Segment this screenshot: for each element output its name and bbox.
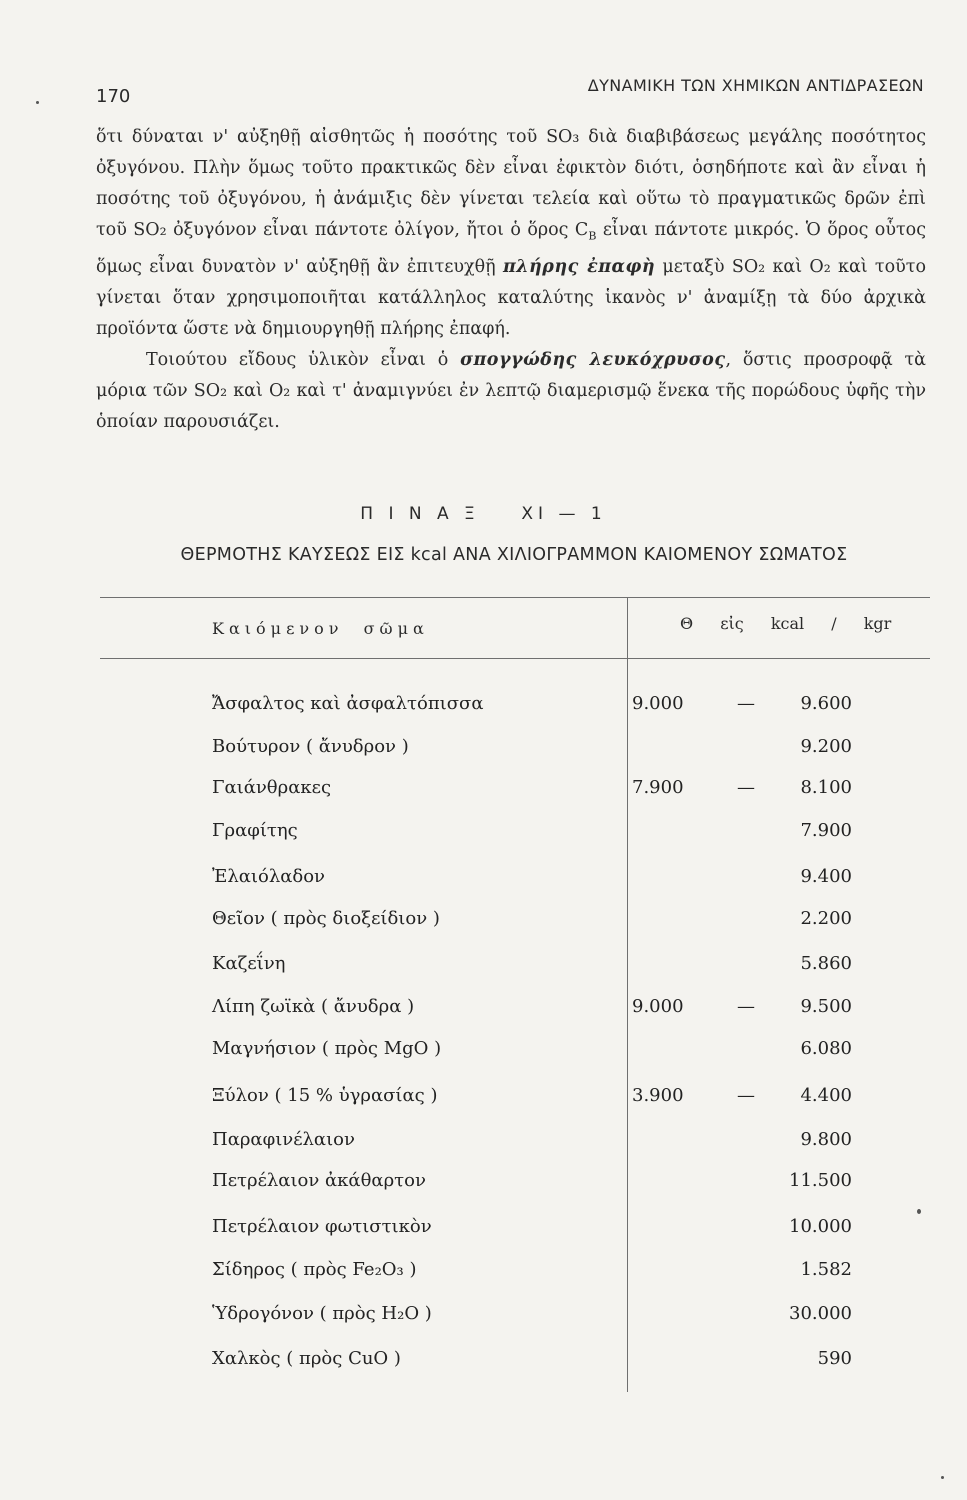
substance-name: Μαγνήσιον ( πρὸς MgO ) (212, 1038, 442, 1059)
substance-name: Ἄσφαλτος καὶ ἀσφαλτόπισσα (212, 693, 484, 714)
table-row (212, 736, 852, 764)
range-dash: — (737, 693, 755, 714)
table-top-rule (100, 597, 930, 598)
heat-value: 1.582 (800, 1259, 852, 1280)
substance-name: Χαλκὸς ( πρὸς CuO ) (212, 1348, 401, 1369)
substance-name: Ἐλαιόλαδον (212, 866, 325, 887)
range-dash: — (737, 996, 755, 1017)
substance-name: Ὑδρογόνον ( πρὸς H₂O ) (212, 1303, 432, 1324)
table-label: Π Ι Ν Α Ξ XI — 1 (360, 504, 607, 524)
print-speck (917, 1209, 921, 1214)
table-row (212, 1303, 852, 1331)
substance-name: Βούτυρον ( ἄνυδρον ) (212, 736, 409, 757)
heat-value: 7.900 (800, 820, 852, 841)
substance-name: Σίδηρος ( πρὸς Fe₂O₃ ) (212, 1259, 417, 1280)
table-row (212, 693, 852, 721)
table-row (212, 820, 852, 848)
substance-name: Θεῖον ( πρὸς διοξείδιον ) (212, 908, 440, 929)
substance-name: Γαιάνθρακες (212, 777, 332, 798)
p1-emphasis: πλήρης ἐπαφὴ (502, 256, 656, 277)
heat-value: 6.080 (800, 1038, 852, 1059)
heat-value-low: 9.000 (632, 996, 684, 1017)
table-row (212, 1170, 852, 1198)
heat-value: 9.400 (800, 866, 852, 887)
heat-value-low: 9.000 (632, 693, 684, 714)
substance-name: Παραφινέλαιον (212, 1129, 355, 1150)
substance-name: Καζεΐνη (212, 953, 286, 974)
table-row (212, 996, 852, 1024)
print-speck (941, 1476, 944, 1479)
page-number: 170 (96, 86, 131, 107)
heat-value: 30.000 (789, 1303, 852, 1324)
heat-value: 9.800 (800, 1129, 852, 1150)
print-speck (36, 101, 39, 104)
table-row (212, 1259, 852, 1287)
table-row (212, 1216, 852, 1244)
table-row (212, 908, 852, 936)
heat-value-high: 8.100 (800, 777, 852, 798)
column-header-substance: Καιόμενον σῶμα (212, 619, 429, 638)
heat-value-high: 9.500 (800, 996, 852, 1017)
range-dash: — (737, 777, 755, 798)
p2-text-2: , ὅστις προσροφᾷ τὰ μόρια τῶν SO₂ καὶ O₂ καὶ τ' ἀναμιγνύει ἐν λεπτῷ διαμερισμῷ ἕνεκα τῆς πορώδους ὑφῆς τὴν ὁποίαν παρουσιάζει. (96, 349, 926, 432)
column-header-heat: Θ εἰς kcal / kgr (680, 614, 892, 633)
heat-value: 11.500 (789, 1170, 852, 1191)
range-dash: — (737, 1085, 755, 1106)
p1-subscript: B (588, 229, 597, 243)
table-header-rule (100, 658, 930, 659)
substance-name: Λίπη ζωϊκὰ ( ἄνυδρα ) (212, 996, 415, 1017)
heat-value-low: 7.900 (632, 777, 684, 798)
table-row (212, 1085, 852, 1113)
heat-value: 590 (817, 1348, 852, 1369)
substance-name: Γραφίτης (212, 820, 298, 841)
heat-value: 2.200 (800, 908, 852, 929)
table-row (212, 1348, 852, 1376)
table-row (212, 953, 852, 981)
substance-name: Ξύλον ( 15 % ὑγρασίας ) (212, 1085, 438, 1106)
table-row (212, 1129, 852, 1157)
heat-value-low: 3.900 (632, 1085, 684, 1106)
p1-text-1: ὅτι δύναται ν' αὐξηθῇ αἰσθητῶς ἡ ποσότης τοῦ SO₃ διὰ διαβιβάσεως μεγάλης ποσότητος ὀξυγόνου. Πλὴν ὅμως τοῦτο πρακτικῶς δὲν εἶναι ἐφικτὸν διότι, ὁσηδήποτε καὶ ἂν εἶναι ἡ ποσότης τοῦ ὀξυγόνου, ἡ ἀνάμιξις δὲν γίνεται τελεία καὶ οὕτω τὸ πραγματικῶς δρῶν ἐπὶ τοῦ SO₂ ὀξυγόνον εἶναι πάντοτε ὀλίγον, ἤτοι ὁ ὅρος C (96, 127, 926, 240)
substance-name: Πετρέλαιον ἀκάθαρτον (212, 1170, 426, 1191)
p2-emphasis: σπογγώδης λευκόχρυσος (460, 349, 726, 370)
body-text (96, 122, 926, 438)
heat-value-high: 9.600 (800, 693, 852, 714)
heat-value: 9.200 (800, 736, 852, 757)
table-title: ΘΕΡΜΟΤΗΣ ΚΑΥΣΕΩΣ ΕΙΣ kcal ΑΝΑ ΧΙΛΙΟΓΡΑΜΜΟΝ ΚΑΙΟΜΕΝΟΥ ΣΩΜΑΤΟΣ (180, 545, 848, 565)
heat-value-high: 4.400 (800, 1085, 852, 1106)
table-row (212, 866, 852, 894)
paragraph-1 (96, 122, 926, 345)
p2-text-1: Τοιούτου εἴδους ὑλικὸν εἶναι ὁ (146, 349, 461, 370)
running-title: ΔΥΝΑΜΙΚΗ ΤΩΝ ΧΗΜΙΚΩΝ ΑΝΤΙΔΡΑΣΕΩΝ (587, 76, 924, 95)
heat-value: 10.000 (789, 1216, 852, 1237)
table-row (212, 1038, 852, 1066)
table-row (212, 777, 852, 805)
p1-text-3: μεταξὺ SO₂ καὶ O₂ καὶ τοῦτο γίνεται ὅταν χρησιμοποιῆται κατάλληλος καταλύτης ἱκανὸς ν' ἀναμίξῃ τὰ δύο ἀρχικὰ προϊόντα ὥστε νὰ δημιουργηθῇ πλήρης ἐπαφή. (96, 256, 926, 339)
substance-name: Πετρέλαιον φωτιστικὸν (212, 1216, 432, 1237)
p1-text-2: εἶναι πάντοτε μικρός. Ὁ ὅρος οὗτος ὅμως εἶναι δυνατὸν ν' αὐξηθῇ ἂν ἐπιτευχθῇ (96, 220, 927, 277)
paragraph-2 (96, 345, 926, 438)
heat-value: 5.860 (800, 953, 852, 974)
